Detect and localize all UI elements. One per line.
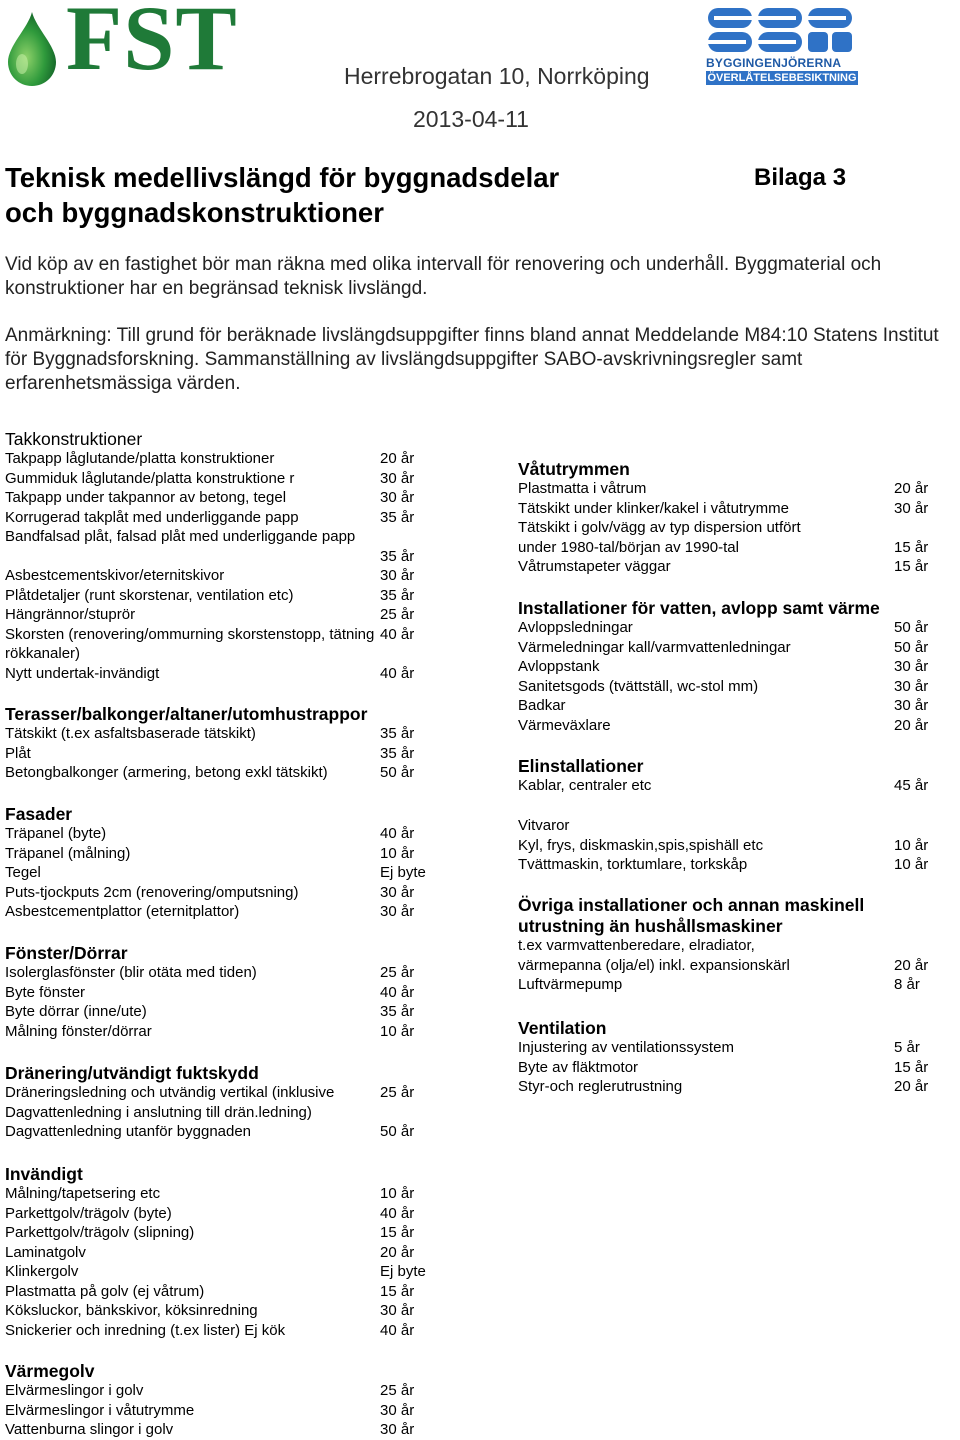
list-item: [5, 1204, 415, 1224]
section-takkonstruktioner: [5, 428, 415, 683]
list-item: [5, 449, 415, 469]
page-title-line1: Teknisk medellivslängd för byggnadsdelar: [5, 162, 560, 193]
section-fonster-dorrar: [5, 942, 415, 1041]
section-heading: Värmegolv: [5, 1361, 95, 1381]
item-value: 15 år: [380, 1282, 415, 1300]
item-label: Puts-tjockputs 2cm (renovering/omputsning): [5, 883, 299, 901]
item-label: Tätskikt under klinker/kakel i våtutrymme: [518, 499, 789, 517]
section-heading: Dränering/utvändigt fuktskydd: [5, 1063, 259, 1083]
list-item: [5, 744, 415, 764]
page-title-line2: och byggnadskonstruktioner: [5, 197, 384, 228]
list-item: [5, 824, 415, 844]
item-label: Köksluckor, bänkskivor, köksinredning: [5, 1302, 258, 1319]
item-label: Hängrännor/stuprör: [5, 606, 136, 623]
list-item: [5, 1401, 415, 1421]
sbr-logo-line2: ÖVERLÅTELSEBESIKTNING: [707, 72, 857, 84]
item-value: 30 år: [380, 903, 415, 920]
item-value: 30 år: [380, 1421, 415, 1438]
sbr-logo: [706, 8, 858, 86]
list-item: [518, 538, 929, 558]
list-item: [518, 518, 801, 538]
section-heading: Terasser/balkonger/altaner/utomhustrappor: [5, 704, 368, 724]
item-value: 50 år: [894, 619, 929, 636]
item-value: 20 år: [380, 1243, 415, 1261]
section-ovriga-installationer: [518, 894, 929, 995]
item-label: Takpapp under takpannor av betong, tegel: [5, 489, 287, 506]
section-terasser: [5, 703, 415, 783]
item-label: Parkettgolv/trägolv (byte): [5, 1204, 172, 1222]
section-heading: Övriga installationer och annan maskinell: [518, 895, 865, 915]
section-vitvaror: [518, 816, 929, 875]
item-label: Plåt: [5, 744, 31, 762]
list-item: [518, 956, 929, 976]
item-label: Avloppstank: [518, 658, 600, 675]
item-label: Kablar, centraler etc: [518, 777, 652, 794]
list-item: [5, 566, 415, 586]
item-value: 40 år: [380, 664, 415, 682]
section-vatutrymmen: [518, 458, 929, 577]
item-value: 30 år: [380, 883, 415, 901]
list-item: [518, 936, 864, 956]
item-label: Avloppsledningar: [518, 619, 633, 636]
item-label: Badkar: [518, 697, 566, 714]
item-label: Asbestcementplattor (eternitplattor): [5, 903, 240, 920]
note-paragraph: Anmärkning: Till grund för beräknade livslängdsuppgifter finns bland annat Meddelande M84:10 Statens Institut för Byggnadsforskning. Sammanställning av livslängdsuppgifter SABO-avskrivningsregler samt erfarenhetsmässiga värden.: [5, 325, 939, 394]
list-item: [518, 677, 929, 697]
section-elinstallationer: [518, 755, 929, 796]
list-item: [5, 1103, 334, 1123]
item-label: Betongbalkonger (armering, betong exkl tätskikt): [5, 764, 328, 781]
item-label: Plåtdetaljer (runt skorstenar, ventilation etc): [5, 586, 294, 604]
item-label: Laminatgolv: [5, 1243, 86, 1261]
item-value: 10 år: [380, 1185, 415, 1202]
item-value: 35 år: [380, 725, 415, 742]
item-value: 35 år: [380, 744, 415, 762]
item-value: 20 år: [894, 956, 929, 974]
list-item: [5, 488, 415, 508]
item-label: Värmeväxlare: [518, 716, 611, 734]
intro-paragraph: Vid köp av en fastighet bör man räkna med olika intervall för renovering och underhåll. Byggmaterial och konstruktioner har en begränsad teknisk livslängd.: [5, 254, 882, 299]
list-item: [518, 499, 929, 519]
section-heading: Fasader: [5, 804, 73, 824]
list-item: [518, 975, 920, 995]
item-label: Byte fönster: [5, 983, 86, 1001]
list-item: [5, 1223, 415, 1243]
list-item: [5, 1301, 415, 1321]
list-item: [5, 1420, 415, 1440]
item-label: Asbestcementskivor/eternitskivor: [5, 567, 225, 584]
item-label: Dagvattenledning i anslutning till drän.ledning): [5, 1103, 312, 1121]
section-ventilation: [518, 1017, 929, 1097]
item-value: 30 år: [380, 1401, 415, 1419]
item-value: 30 år: [894, 697, 929, 714]
item-label: Träpanel (byte): [5, 825, 107, 842]
list-item: [5, 605, 415, 625]
section-varmegolv: [5, 1360, 415, 1440]
document-date: 2013-04-11: [413, 106, 529, 132]
item-label: Dagvattenledning utanför byggnaden: [5, 1123, 252, 1140]
list-item: [5, 983, 415, 1003]
list-item: [518, 618, 929, 638]
list-item: [5, 508, 415, 528]
fst-logo: [4, 0, 274, 89]
list-item: [518, 1058, 929, 1078]
item-value: 50 år: [380, 764, 415, 781]
list-item: [518, 557, 929, 577]
list-item: [5, 1022, 415, 1042]
item-label: Bandfalsad plåt, falsad plåt med underliggande papp: [5, 528, 356, 545]
list-item: [5, 1262, 426, 1282]
item-value: Ej byte: [380, 1263, 426, 1280]
item-value: 35 år: [380, 586, 415, 604]
item-label: Dräneringsledning och utvändig vertikal (inklusive: [5, 1084, 335, 1101]
item-label: Kyl, frys, diskmaskin,spis,spishäll etc: [518, 836, 764, 854]
item-label: Målning fönster/dörrar: [5, 1022, 152, 1040]
item-label: Byte av fläktmotor: [518, 1058, 639, 1076]
item-label: t.ex varmvattenberedare, elradiator,: [518, 937, 755, 954]
list-item: [5, 1184, 415, 1204]
item-value: 40 år: [380, 625, 415, 643]
item-value: 40 år: [380, 825, 415, 842]
section-heading: Installationer för vatten, avlopp samt värme: [518, 598, 880, 618]
address: Herrebrogatan 10, Norrköping: [344, 63, 650, 89]
item-label: värmepanna (olja/el) inkl. expansionskärl: [518, 956, 790, 974]
item-label: Luftvärmepump: [518, 976, 623, 993]
item-label: Skorsten (renovering/ommurning skorstenstopp, tätning rökkanaler): [5, 625, 375, 662]
item-label: Elvärmeslingor i golv: [5, 1382, 144, 1399]
item-value: 25 år: [380, 606, 415, 623]
item-label: Tvättmaskin, torktumlare, torkskåp: [518, 856, 748, 873]
item-label: Sanitetsgods (tvättställ, wc-stol mm): [518, 677, 759, 695]
section-dranering: [5, 1062, 415, 1142]
item-value: 30 år: [380, 489, 415, 506]
section-heading: Takkonstruktioner: [5, 429, 143, 449]
section-heading: Fönster/Dörrar: [5, 943, 128, 963]
list-item: [5, 863, 426, 883]
item-label: Målning/tapetsering etc: [5, 1185, 161, 1202]
list-item: [5, 664, 415, 684]
list-item: [518, 1077, 929, 1097]
item-value: 35 år: [380, 1003, 415, 1020]
item-value: 35 år: [380, 508, 415, 526]
section-fasader: [5, 803, 426, 922]
item-value: 25 år: [380, 1084, 415, 1101]
list-item: [518, 716, 929, 736]
section-heading: Invändigt: [5, 1164, 83, 1184]
list-item: [5, 469, 415, 489]
list-item: [5, 586, 415, 606]
list-item: [5, 724, 415, 744]
section-heading: Elinstallationer: [518, 756, 644, 776]
section-installationer: [518, 597, 929, 735]
item-value: 15 år: [894, 1058, 929, 1076]
item-label: Träpanel (målning): [5, 844, 131, 862]
item-value: 30 år: [894, 499, 929, 517]
item-value: 20 år: [380, 450, 415, 467]
sbr-logo-line1: BYGGINGENJÖRERNA: [706, 56, 842, 70]
item-value: 30 år: [380, 1302, 415, 1319]
item-value: 40 år: [380, 983, 415, 1001]
list-item: [518, 855, 929, 875]
list-item: [5, 963, 415, 983]
item-value: 30 år: [894, 677, 929, 695]
list-item: [518, 1038, 920, 1058]
sbr-letters-icon: [708, 8, 854, 54]
item-value: Ej byte: [380, 864, 426, 881]
item-label: Takpapp låglutande/platta konstruktioner: [5, 450, 275, 467]
list-item: [5, 527, 415, 566]
item-value: 20 år: [894, 480, 929, 497]
item-value: 25 år: [380, 964, 415, 981]
item-label: Klinkergolv: [5, 1263, 79, 1280]
list-item: [518, 776, 929, 796]
item-label: Isolerglasfönster (blir otäta med tiden): [5, 964, 257, 981]
list-item: [5, 844, 415, 864]
item-value: 40 år: [380, 1321, 415, 1339]
item-label: under 1980-tal/början av 1990-tal: [518, 538, 739, 556]
item-label: Tätskikt (t.ex asfaltsbaserade tätskikt): [5, 725, 256, 742]
section-invandigt: [5, 1163, 426, 1340]
list-item: [5, 902, 415, 922]
section-heading: Våtutrymmen: [518, 459, 630, 479]
item-value: 5 år: [894, 1039, 920, 1056]
section-heading: Ventilation: [518, 1018, 607, 1038]
list-item: [518, 638, 929, 658]
item-value: 30 år: [380, 567, 415, 584]
item-label: Tegel: [5, 864, 41, 881]
item-label: Vitvaror: [518, 817, 570, 834]
item-label: Injustering av ventilationssystem: [518, 1039, 734, 1056]
fst-wordmark: FST: [66, 0, 238, 89]
list-item: [518, 696, 929, 716]
item-value: 30 år: [894, 658, 929, 675]
item-value: 10 år: [380, 1022, 415, 1040]
item-label: Elvärmeslingor i våtutrymme: [5, 1401, 195, 1419]
item-value: 50 år: [380, 1123, 415, 1140]
water-drop-icon: [4, 10, 60, 88]
item-label: Tätskikt i golv/vägg av typ dispersion utfört: [518, 519, 801, 536]
item-value: 10 år: [894, 836, 929, 854]
item-value: 35 år: [380, 547, 415, 565]
page-title: [5, 160, 725, 230]
appendix-label: Bilaga 3: [754, 164, 847, 191]
item-label: Plastmatta i våtrum: [518, 480, 647, 497]
list-item: [518, 657, 929, 677]
item-label: Byte dörrar (inne/ute): [5, 1003, 147, 1020]
list-item: [5, 1243, 415, 1263]
list-item: [518, 816, 763, 836]
item-label: Snickerier och inredning (t.ex lister) Ej kök: [5, 1321, 286, 1339]
item-value: 25 år: [380, 1382, 415, 1399]
list-item: [5, 1083, 415, 1103]
item-label: Plastmatta på golv (ej våtrum): [5, 1282, 205, 1300]
item-label: Vattenburna slingor i golv: [5, 1421, 174, 1438]
item-value: 10 år: [380, 844, 415, 862]
item-value: 15 år: [380, 1224, 415, 1241]
section-heading-line2: utrustning än hushållsmaskiner: [518, 916, 783, 936]
item-value: 45 år: [894, 777, 929, 794]
list-item: [5, 625, 415, 664]
item-label: Våtrumstapeter väggar: [518, 558, 671, 575]
list-item: [5, 763, 415, 783]
list-item: [5, 1002, 415, 1022]
list-item: [5, 883, 415, 903]
item-value: 20 år: [894, 716, 929, 734]
list-item: [518, 479, 929, 499]
list-item: [5, 1381, 415, 1401]
list-item: [5, 1321, 415, 1341]
list-item: [5, 1122, 415, 1142]
item-label: Nytt undertak-invändigt: [5, 664, 160, 682]
item-label: Värmeledningar kall/varmvattenledningar: [518, 638, 791, 656]
item-value: 20 år: [894, 1078, 929, 1095]
item-value: 15 år: [894, 538, 929, 556]
item-label: Parkettgolv/trägolv (slipning): [5, 1224, 195, 1241]
item-value: 8 år: [894, 976, 920, 993]
item-value: 40 år: [380, 1204, 415, 1222]
list-item: [518, 836, 929, 856]
item-value: 10 år: [894, 856, 929, 873]
item-value: 15 år: [894, 558, 929, 575]
item-value: 50 år: [894, 638, 929, 656]
list-item: [5, 1282, 415, 1302]
item-value: 30 år: [380, 469, 415, 487]
item-label: Gummiduk låglutande/platta konstruktione r: [5, 469, 295, 487]
item-label: Styr-och reglerutrustning: [518, 1078, 683, 1095]
item-label: Korrugerad takplåt med underliggande papp: [5, 508, 299, 526]
